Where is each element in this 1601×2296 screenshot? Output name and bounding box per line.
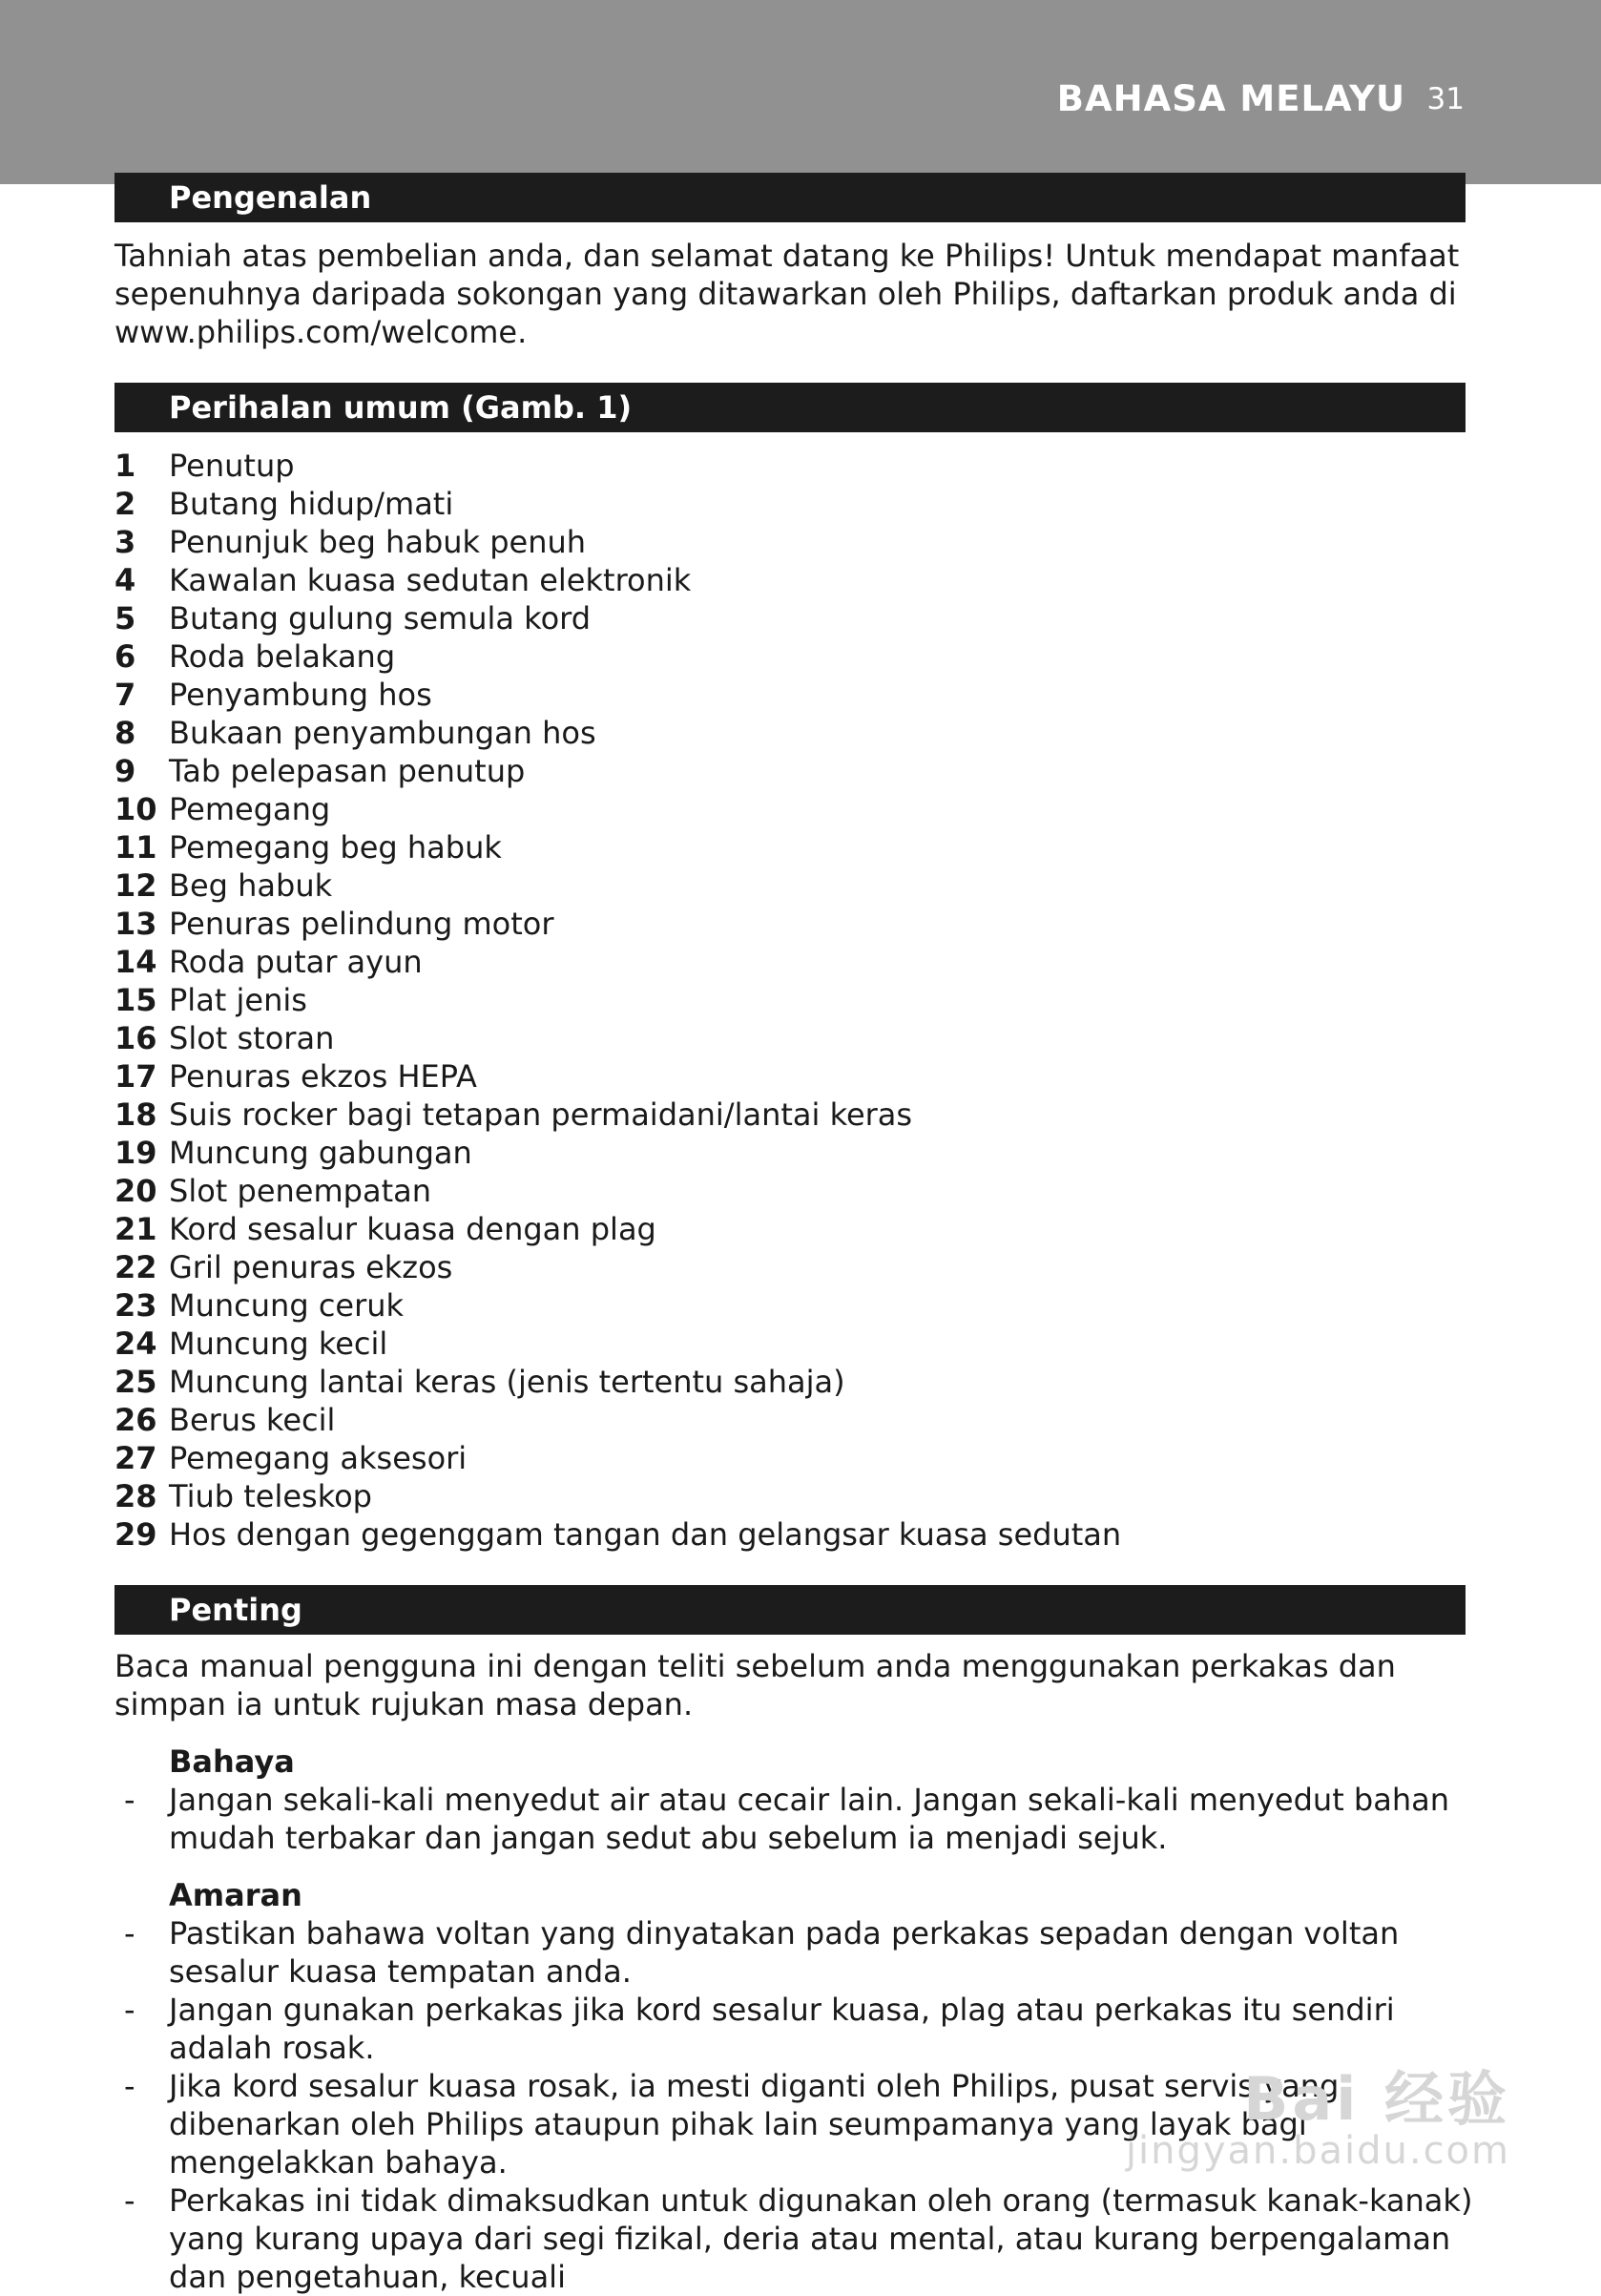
part-number: 19 (114, 1135, 157, 1171)
part-item (114, 447, 1121, 485)
part-number: 6 (114, 638, 136, 675)
part-item (114, 1363, 1121, 1401)
part-number: 11 (114, 829, 157, 866)
part-number: 16 (114, 1020, 157, 1056)
part-item (114, 1325, 1121, 1363)
part-label: Penuras pelindung motor (169, 906, 554, 942)
bullet-dash: - (124, 2068, 135, 2104)
bullet-dash: - (124, 1782, 135, 1818)
part-label: Penunjuk beg habuk penuh (169, 524, 587, 560)
part-label: Penyambung hos (169, 677, 432, 713)
section-title-general: Perihalan umum (Gamb. 1) (114, 383, 1466, 432)
part-number: 10 (114, 791, 157, 827)
part-label: Roda belakang (169, 638, 396, 675)
part-number: 22 (114, 1249, 157, 1285)
part-number: 21 (114, 1211, 157, 1247)
part-number: 12 (114, 867, 157, 904)
bullet-text: Jika kord sesalur kuasa rosak, ia mesti diganti oleh Philips, pusat servis yang dibenarkan oleh Philips ataupun pihak lain seumpamanya yang layak bagi mengelakkan bahaya. (169, 2068, 1340, 2181)
bullet-item (114, 2181, 1479, 2296)
part-item (114, 637, 1121, 676)
part-label: Pemegang aksesori (169, 1440, 468, 1476)
part-number: 1 (114, 448, 136, 484)
part-item (114, 752, 1121, 790)
part-number: 7 (114, 677, 136, 713)
part-label: Pemegang beg habuk (169, 829, 502, 866)
part-item (114, 828, 1121, 866)
bullet-text: Jangan sekali-kali menyedut air atau cecair lain. Jangan sekali-kali menyedut bahan mudah terbakar dan jangan sedut abu sebelum ia menjadi sejuk. (169, 1782, 1450, 1856)
important-paragraph: Baca manual pengguna ini dengan teliti sebelum anda menggunakan perkakas dan simpan ia untuk rujukan masa depan. (114, 1648, 1396, 1722)
part-item (114, 943, 1121, 981)
part-item (114, 1210, 1121, 1248)
danger-list (114, 1781, 1479, 1857)
part-item (114, 1477, 1121, 1515)
part-item (114, 1286, 1121, 1325)
watermark-brand: Bai 经验 (1243, 2064, 1510, 2134)
part-item (114, 1515, 1121, 1554)
section-title-intro: Pengenalan (114, 173, 1466, 222)
warning-heading: Amaran (169, 1877, 302, 1913)
bullet-dash: - (124, 1915, 135, 1952)
part-label: Berus kecil (169, 1402, 336, 1438)
part-number: 18 (114, 1096, 157, 1133)
part-label: Penutup (169, 448, 295, 484)
watermark (1125, 2064, 1510, 2173)
part-label: Tiub teleskop (169, 1478, 372, 1514)
bullet-item (114, 1781, 1479, 1857)
part-label: Muncung lantai keras (jenis tertentu sahaja) (169, 1364, 845, 1400)
watermark-url: jingyan.baidu.com (1125, 2129, 1510, 2173)
part-item (114, 523, 1121, 561)
part-item (114, 981, 1121, 1019)
part-number: 27 (114, 1440, 157, 1476)
part-label: Suis rocker bagi tetapan permaidani/lantai keras (169, 1096, 913, 1133)
bullet-item (114, 1914, 1479, 1991)
part-number: 17 (114, 1058, 157, 1095)
part-number: 9 (114, 753, 136, 789)
part-number: 4 (114, 562, 136, 598)
part-item (114, 1134, 1121, 1172)
part-label: Beg habuk (169, 867, 333, 904)
part-item (114, 866, 1121, 905)
part-label: Kord sesalur kuasa dengan plag (169, 1211, 656, 1247)
part-label: Slot storan (169, 1020, 335, 1056)
part-label: Pemegang (169, 791, 331, 827)
part-label: Muncung kecil (169, 1325, 388, 1362)
bullet-dash: - (124, 2182, 135, 2219)
part-label: Roda putar ayun (169, 944, 423, 980)
part-number: 24 (114, 1325, 157, 1362)
part-item (114, 1096, 1121, 1134)
part-number: 5 (114, 600, 136, 637)
part-label: Slot penempatan (169, 1173, 431, 1209)
part-number: 20 (114, 1173, 157, 1209)
bullet-item (114, 1991, 1479, 2067)
part-item (114, 599, 1121, 637)
part-label: Gril penuras ekzos (169, 1249, 453, 1285)
part-label: Plat jenis (169, 982, 307, 1018)
part-item (114, 790, 1121, 828)
part-item (114, 1057, 1121, 1096)
intro-paragraph: Tahniah atas pembelian anda, dan selamat datang ke Philips! Untuk mendapat manfaat sepenuhnya daripada sokongan yang ditawarkan oleh Philips, daftarkan produk anda di www.philips.com/welcome. (114, 238, 1460, 350)
part-item (114, 1172, 1121, 1210)
part-item (114, 485, 1121, 523)
part-number: 3 (114, 524, 136, 560)
part-item (114, 1401, 1121, 1439)
part-number: 29 (114, 1516, 157, 1553)
part-label: Penuras ekzos HEPA (169, 1058, 477, 1095)
part-number: 15 (114, 982, 157, 1018)
part-label: Hos dengan gegenggam tangan dan gelangsar kuasa sedutan (169, 1516, 1122, 1553)
danger-heading: Bahaya (169, 1743, 295, 1780)
parts-list (114, 447, 1121, 1554)
part-label: Muncung gabungan (169, 1135, 472, 1171)
part-item (114, 905, 1121, 943)
part-label: Bukaan penyambungan hos (169, 715, 596, 751)
language-title: BAHASA MELAYU (1056, 78, 1405, 119)
bullet-text: Perkakas ini tidak dimaksudkan untuk digunakan oleh orang (termasuk kanak-kanak) yang kurang upaya dari segi fizikal, deria atau mental, atau kurang berpengalaman dan pengetahuan, kecuali (169, 2182, 1473, 2295)
bullet-text: Jangan gunakan perkakas jika kord sesalur kuasa, plag atau perkakas itu sendiri adalah rosak. (169, 1992, 1395, 2066)
part-number: 25 (114, 1364, 157, 1400)
part-number: 28 (114, 1478, 157, 1514)
part-number: 2 (114, 486, 136, 522)
part-number: 14 (114, 944, 157, 980)
part-item (114, 1439, 1121, 1477)
part-number: 23 (114, 1287, 157, 1324)
part-label: Muncung ceruk (169, 1287, 405, 1324)
bullet-dash: - (124, 1992, 135, 2028)
part-label: Tab pelepasan penutup (169, 753, 526, 789)
part-item (114, 561, 1121, 599)
part-label: Kawalan kuasa sedutan elektronik (169, 562, 692, 598)
part-item (114, 1248, 1121, 1286)
part-number: 13 (114, 906, 157, 942)
page-number: 31 (1426, 82, 1465, 116)
section-title-important: Penting (114, 1585, 1466, 1635)
part-number: 8 (114, 715, 136, 751)
part-item (114, 714, 1121, 752)
part-label: Butang hidup/mati (169, 486, 454, 522)
part-label: Butang gulung semula kord (169, 600, 592, 637)
part-number: 26 (114, 1402, 157, 1438)
bullet-text: Pastikan bahawa voltan yang dinyatakan pada perkakas sepadan dengan voltan sesalur kuasa tempatan anda. (169, 1915, 1400, 1990)
part-item (114, 676, 1121, 714)
part-item (114, 1019, 1121, 1057)
